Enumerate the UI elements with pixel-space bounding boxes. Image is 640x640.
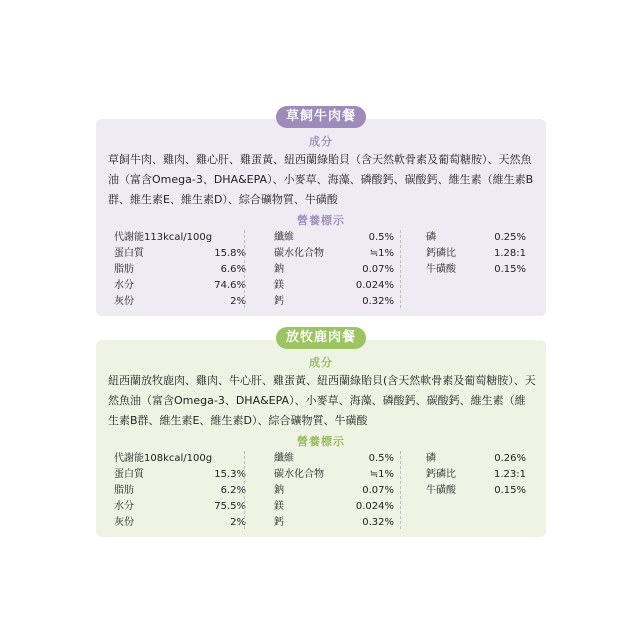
nutrition-row (274, 262, 394, 278)
nutrient-value: 1.28:1 (494, 248, 526, 259)
nutrient-label: 纖維 (274, 232, 294, 243)
nutrient-label: 鈣磷比 (426, 469, 456, 480)
nutrient-value: 0.07% (362, 485, 394, 496)
nutrient-value: 1.23:1 (494, 469, 526, 480)
nutrition-row (114, 467, 246, 483)
nutrition-row (114, 483, 246, 499)
nutrient-label: 磷 (426, 453, 436, 464)
nutrition-column (426, 230, 526, 308)
ingredients-text: 草飼牛肉、雞肉、雞心肝、雞蛋黃、紐西蘭綠貽貝（含天然軟骨素及葡萄糖胺）、天然魚油（富含Omega-3、DHA&EPA）、小麥草、海藻、磷酸鈣、碳酸鈣、維生素（維生素B群、維生素E、維生素D）、綜合礦物質、牛磺酸 (108, 153, 534, 206)
nutrient-label: 脂肪 (114, 264, 134, 275)
nutrition-row (274, 278, 394, 294)
nutrition-row (274, 294, 394, 310)
nutrient-label: 代謝能108kcal/100g (114, 453, 213, 464)
nutrition-heading: 營養標示 (297, 214, 345, 227)
section-title-pill: 放牧鹿肉餐 (276, 327, 366, 349)
nutrition-row (426, 451, 526, 467)
nutrient-value: 0.32% (362, 296, 394, 307)
nutrient-value: ≒1% (369, 469, 394, 480)
ingredients-heading: 成分 (309, 356, 333, 369)
nutrient-value: 15.3% (214, 469, 246, 480)
nutrient-value: 0.024% (355, 280, 394, 291)
nutrition-row (426, 467, 526, 483)
column-divider (400, 230, 402, 308)
nutrition-column (274, 230, 394, 308)
nutrition-row (114, 246, 246, 262)
nutrition-row (274, 230, 394, 246)
section-title-pill: 草飼牛肉餐 (276, 106, 366, 128)
nutrient-label: 鈣 (274, 517, 284, 528)
nutrition-row (114, 294, 246, 310)
nutrient-value: ≒1% (369, 248, 394, 259)
nutrient-label: 水分 (114, 501, 134, 512)
nutrition-row (274, 515, 394, 531)
nutrition-row (426, 246, 526, 262)
nutrition-column (114, 230, 246, 308)
nutrient-value: 6.2% (220, 485, 246, 496)
nutrient-label: 鈉 (274, 485, 284, 496)
nutrient-label: 鎂 (274, 280, 284, 291)
ingredients-heading: 成分 (309, 135, 333, 148)
nutrition-row (426, 483, 526, 499)
nutrient-value: 74.6% (214, 280, 246, 291)
nutrition-row (114, 451, 246, 467)
nutrient-label: 碳水化合物 (274, 248, 324, 259)
nutrient-label: 鈣磷比 (426, 248, 456, 259)
nutrition-row (274, 467, 394, 483)
column-divider (244, 230, 246, 308)
nutrient-label: 牛磺酸 (426, 264, 456, 275)
nutrient-value: 6.6% (220, 264, 246, 275)
nutrient-label: 磷 (426, 232, 436, 243)
beef-section (96, 109, 546, 316)
nutrition-column (426, 451, 526, 529)
nutrition-row (274, 499, 394, 515)
nutrition-row (274, 246, 394, 262)
nutrition-row (114, 230, 246, 246)
nutrient-value: 0.5% (368, 453, 394, 464)
nutrient-value: 0.26% (494, 453, 526, 464)
nutrient-value: 0.25% (494, 232, 526, 243)
nutrition-row (426, 262, 526, 278)
nutrition-row (274, 451, 394, 467)
nutrient-value: 0.5% (368, 232, 394, 243)
venison-section (96, 330, 546, 537)
nutrient-label: 鎂 (274, 501, 284, 512)
nutrition-row (114, 515, 246, 531)
nutrient-label: 脂肪 (114, 485, 134, 496)
ingredients-text: 紐西蘭放牧鹿肉、雞肉、牛心肝、雞蛋黃、紐西蘭綠貽貝(含天然軟骨素及葡萄糖胺）、天然魚油（富含Omega-3、DHA&EPA）、小麥草、海藻、磷酸鈣、碳酸鈣、維生素（維生素B群、維生素E、維生素D）、綜合礦物質、牛磺酸 (108, 374, 536, 427)
nutrient-label: 鈉 (274, 264, 284, 275)
nutrient-value: 2% (230, 517, 246, 528)
nutrition-column (274, 451, 394, 529)
nutrient-label: 代謝能113kcal/100g (114, 232, 213, 243)
nutrition-row (114, 499, 246, 515)
nutrient-label: 鈣 (274, 296, 284, 307)
nutrition-row (114, 278, 246, 294)
column-divider (244, 451, 246, 529)
nutrient-value: 15.8% (214, 248, 246, 259)
nutrient-label: 纖維 (274, 453, 294, 464)
nutrient-value: 0.024% (355, 501, 394, 512)
nutrient-label: 灰份 (114, 296, 134, 307)
nutrient-value: 0.07% (362, 264, 394, 275)
nutrient-label: 水分 (114, 280, 134, 291)
nutrition-column (114, 451, 246, 529)
nutrition-row (426, 230, 526, 246)
nutrient-value: 0.15% (494, 264, 526, 275)
nutrient-value: 75.5% (214, 501, 246, 512)
nutrition-heading: 營養標示 (297, 435, 345, 448)
nutrient-label: 牛磺酸 (426, 485, 456, 496)
nutrient-label: 蛋白質 (114, 248, 144, 259)
nutrient-label: 碳水化合物 (274, 469, 324, 480)
nutrition-table (96, 230, 546, 310)
nutrition-table (96, 451, 546, 531)
nutrition-row (274, 483, 394, 499)
column-divider (400, 451, 402, 529)
nutrient-label: 灰份 (114, 517, 134, 528)
nutrient-label: 蛋白質 (114, 469, 144, 480)
nutrition-row (114, 262, 246, 278)
nutrient-value: 0.15% (494, 485, 526, 496)
nutrient-value: 0.32% (362, 517, 394, 528)
nutrient-value: 2% (230, 296, 246, 307)
